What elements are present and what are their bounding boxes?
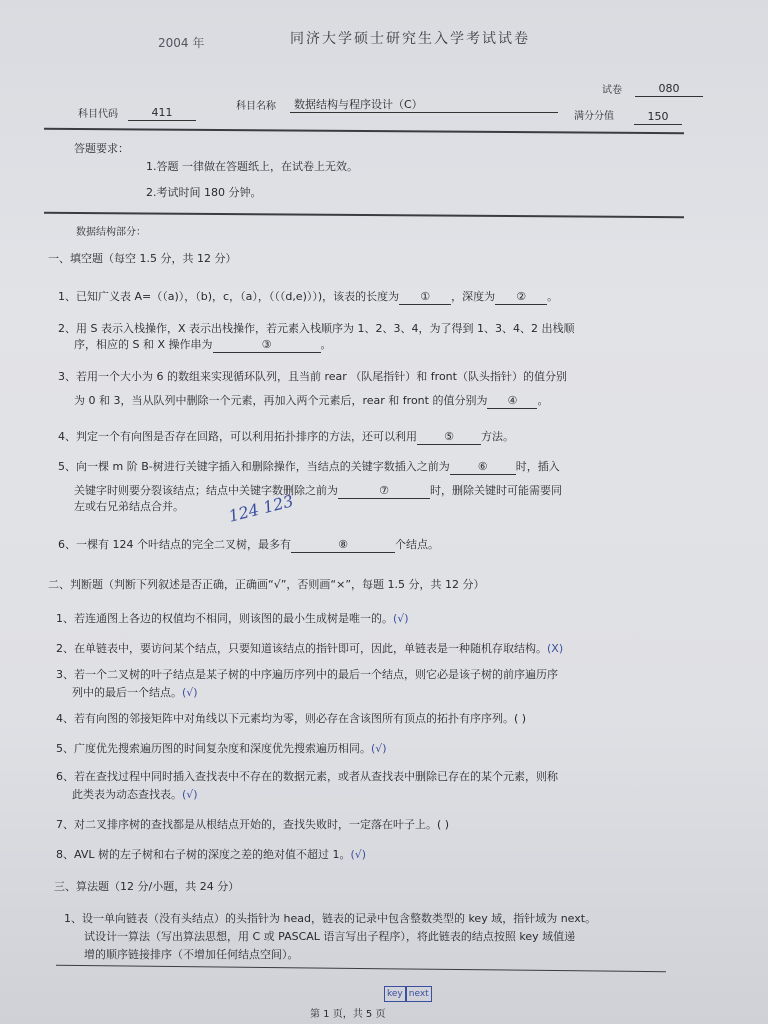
part1-q6: 6、一棵有 124 个叶结点的完全二叉树，最多有 ⑧ 个结点。 (58, 538, 439, 551)
part2-q1: 1、若连通图上各边的权值均不相同，则该图的最小生成树是唯一的。(√) (56, 612, 409, 625)
part1-q5-line1: 5、向一棵 m 阶 B-树进行关键字插入和删除操作，当结点的关键字数插入之前为 ⑥ 时，插入 (58, 460, 560, 473)
subject-value: 数据结构与程序设计（C） (290, 98, 558, 113)
part1-q5-line2: 关键字时则要分裂该结点；结点中关键字数删除之前为 ⑦ 时，删除关键时可能需要同 (74, 484, 562, 497)
part2-q7: 7、对二叉排序树的查找都是从根结点开始的，查找失败时，一定落在叶子上。( ) (56, 818, 450, 831)
part1-q2-line2: 序，相应的 S 和 X 操作串为 ③ 。 (74, 338, 332, 351)
code-label: 科目代码 (78, 109, 118, 120)
paper-label: 试卷 (602, 85, 622, 96)
score-value: 150 (634, 110, 682, 125)
part2-q3-line1: 3、若一个二叉树的叶子结点是某子树的中序遍历序列中的最后一个结点，则它必是该子树的前序遍历序 (56, 668, 558, 681)
part2-q8: 8、AVL 树的左子树和右子树的深度之差的绝对值不超过 1。(√) (56, 848, 367, 861)
part2-q2: 2、在单链表中，要访问某个结点，只要知道该结点的指针即可，因此，单链表是一种随机存取结构。(X) (56, 642, 564, 655)
page-footer: 第 1 页，共 5 页 (310, 1009, 386, 1020)
exam-year: 2004 年 (158, 36, 205, 50)
instruction-2: 2.考试时间 180 分钟。 (146, 186, 262, 199)
part1-q2-line1: 2、用 S 表示入栈操作，X 表示出栈操作，若元素入栈顺序为 1、2、3、4，为了得到 1、3、4、2 出栈顺 (58, 322, 575, 335)
part3-q1-line3: 增的顺序链接排序（不增加任何结点空间）。 (84, 948, 299, 961)
score-label: 满分分值 (574, 111, 614, 122)
part3-title: 三、算法题（12 分/小题，共 24 分） (54, 880, 240, 893)
part2-q4: 4、若有向图的邻接矩阵中对角线以下元素均为零，则必存在含该图所有顶点的拓扑有序序列。( ) (56, 712, 527, 725)
record-diagram (384, 986, 432, 1002)
part2-q6-line1: 6、若在查找过程中同时插入查找表中不存在的数据元素，或者从查找表中删除已存在的某个元素，则称 (56, 770, 558, 783)
instruction-1: 1.答题 一律做在答题纸上，在试卷上无效。 (146, 160, 358, 173)
paper-value: 080 (635, 82, 703, 97)
code-value: 411 (128, 106, 196, 121)
part2-q5: 5、广度优先搜索遍历图的时间复杂度和深度优先搜索遍历相同。(√) (56, 742, 387, 755)
part1-q4: 4、判定一个有向图是否存在回路，可以利用拓扑排序的方法，还可以利用 ⑤ 方法。 (58, 430, 514, 443)
part1-q3-line1: 3、若用一个大小为 6 的数组来实现循环队列，且当前 rear （队尾指针）和 front（队头指针）的值分别 (58, 370, 567, 383)
key-field-box: key (384, 986, 406, 1002)
part1-q3-line2: 为 0 和 3，当从队列中删除一个元素，再加入两个元素后，rear 和 front 的值分别为 ④ 。 (74, 394, 549, 407)
part2-title: 二、判断题（判断下列叙述是否正确，正确画“√”，否则画“×”，每题 1.5 分，共 12 分） (48, 578, 485, 591)
part2-q3-line2: 列中的最后一个结点。(√) (72, 686, 198, 699)
part2-q6-line2: 此类表为动态查找表。(√) (72, 788, 198, 801)
header-divider (44, 128, 684, 134)
instructions-divider (44, 212, 684, 218)
footer-divider (56, 965, 666, 972)
part1-q1: 1、已知广义表 A=（（a)），（b)，c，（a），（（（d,e)））)，该表的长度为 ① ，深度为 ② 。 (58, 290, 559, 303)
part3-q1-line1: 1、设一单向链表（没有头结点）的头指针为 head，链表的记录中包含整数类型的 key 域，指针域为 next。 (64, 912, 597, 925)
next-field-box: next (406, 986, 432, 1002)
instructions-title: 答题要求： (74, 142, 129, 155)
subject-label: 科目名称 (236, 101, 276, 112)
part1-title: 一、填空题（每空 1.5 分，共 12 分） (48, 252, 237, 265)
section-data-structures: 数据结构部分： (76, 227, 146, 238)
part1-q5-line3: 左或右兄弟结点合并。 (74, 500, 184, 513)
page-title: 同济大学硕士研究生入学考试试卷 (290, 31, 530, 47)
handwritten-note: 124 123 (226, 491, 296, 526)
part3-q1-line2: 试设计一算法（写出算法思想，用 C 或 PASCAL 语言写出子程序），将此链表的结点按照 key 域值递 (84, 930, 576, 943)
